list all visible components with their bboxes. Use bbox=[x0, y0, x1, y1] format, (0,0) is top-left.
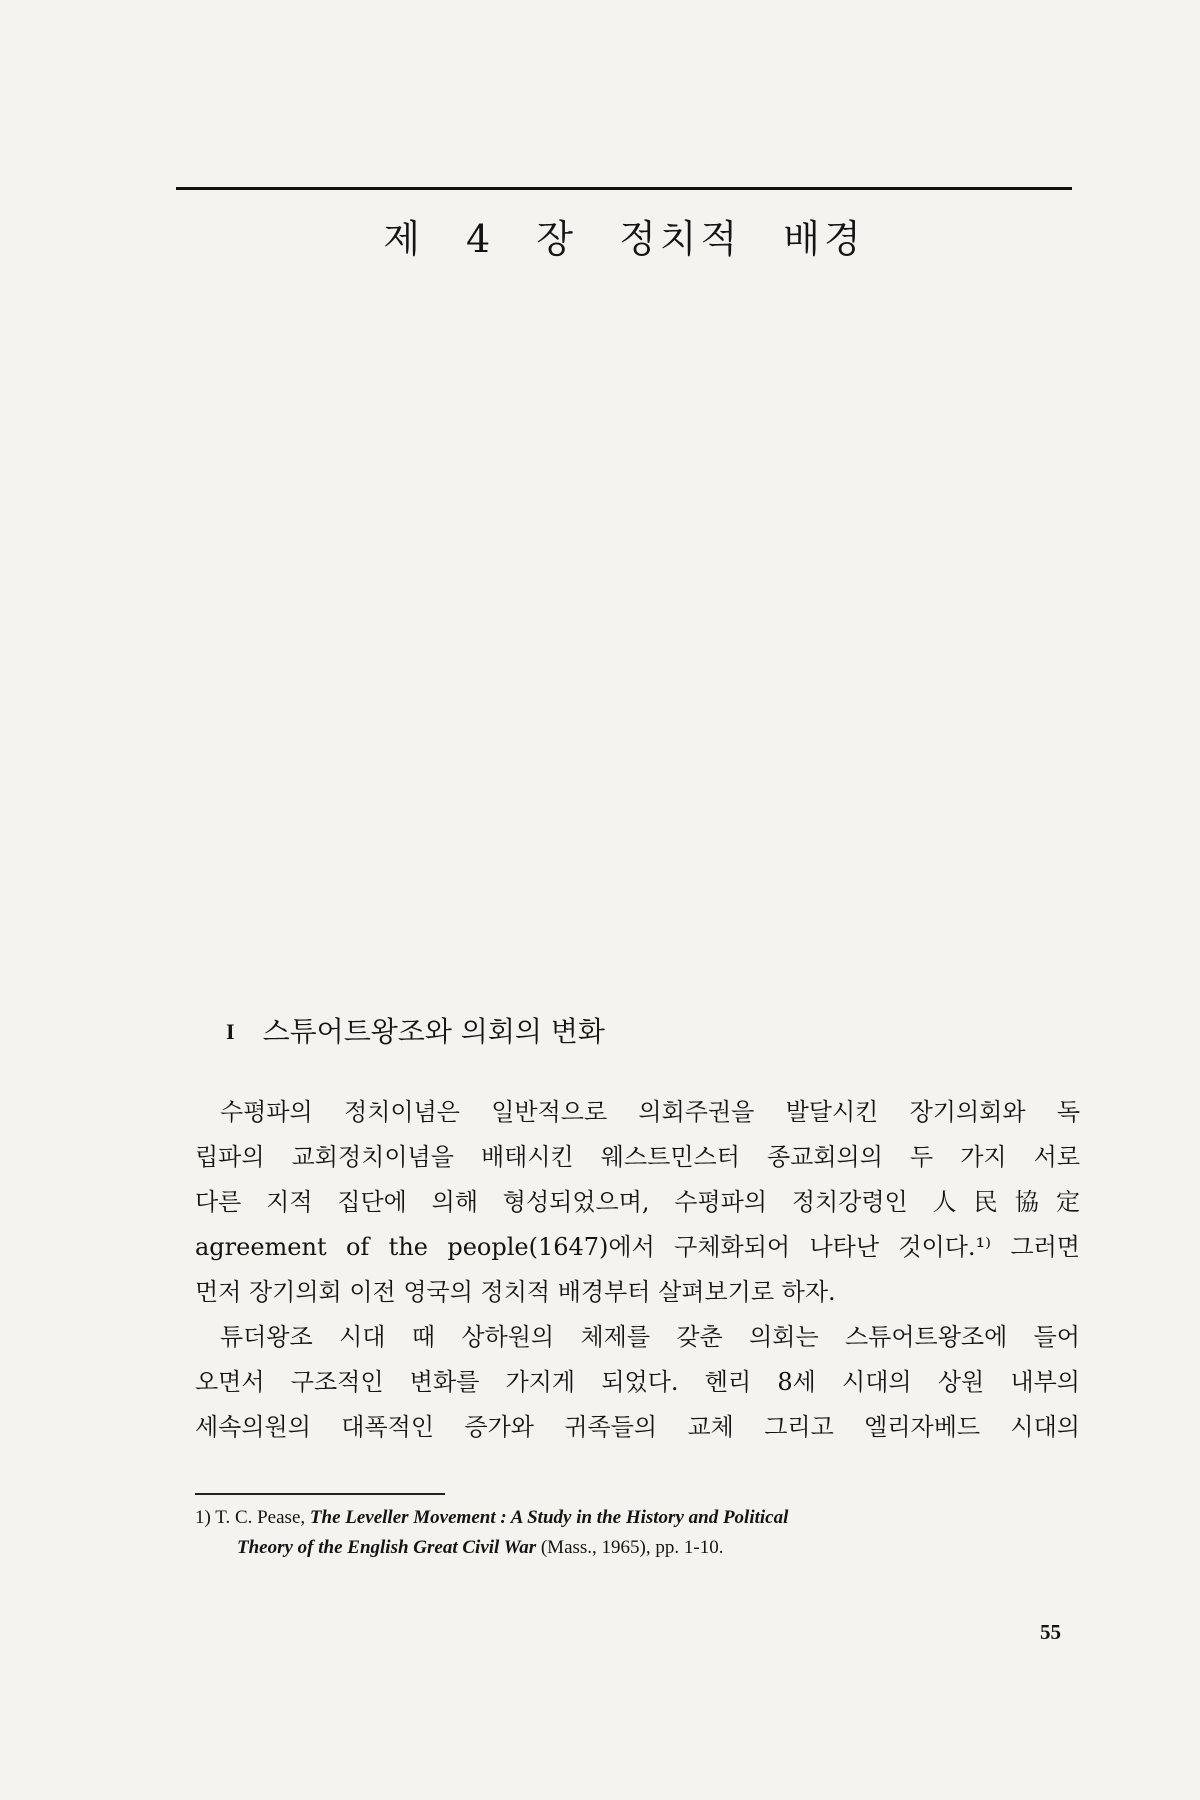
footnote-publication: (Mass., 1965), bbox=[540, 1537, 651, 1558]
footnote-author: T. C. Pease, bbox=[215, 1507, 306, 1528]
footnote-pages: pp. 1-10. bbox=[655, 1537, 724, 1558]
body-line: 먼저 장기의회 이전 영국의 정치적 배경부터 살펴보기로 하자. bbox=[195, 1278, 836, 1306]
chapter-top-rule bbox=[176, 187, 1072, 190]
section-heading bbox=[226, 1010, 605, 1050]
section-number: I bbox=[226, 1019, 235, 1044]
footnote-title-part2: Theory of the English Great Civil War bbox=[237, 1537, 537, 1558]
body-line: agreement of the people(1647)에서 구체화되어 나타난 것이다.¹⁾ 그러면 bbox=[195, 1233, 1080, 1261]
body-text bbox=[195, 1090, 1080, 1450]
footnote-rule bbox=[195, 1493, 445, 1495]
body-line: 오면서 구조적인 변화를 가지게 되었다. 헨리 8세 시대의 상원 내부의 bbox=[195, 1368, 1080, 1396]
body-line: 수평파의 정치이념은 일반적으로 의회주권을 발달시킨 장기의회와 독 bbox=[220, 1098, 1080, 1126]
chapter-title: 제 4 장 정치적 배경 bbox=[383, 217, 865, 261]
footnote-title-part1: The Leveller Movement : A Study in the History and Political bbox=[309, 1507, 789, 1528]
footnote-line-2 bbox=[195, 1533, 1080, 1563]
footnote-line-1 bbox=[195, 1503, 1080, 1533]
footnote bbox=[195, 1503, 1080, 1563]
body-line: 튜더왕조 시대 때 상하원의 체제를 갖춘 의회는 스튜어트왕조에 들어 bbox=[220, 1323, 1080, 1351]
body-line: 다른 지적 집단에 의해 형성되었으며, 수평파의 정치강령인 人民協定 bbox=[195, 1188, 1080, 1216]
section-title: 스튜어트왕조와 의회의 변화 bbox=[262, 1015, 605, 1048]
page-number: 55 bbox=[1040, 1620, 1061, 1644]
footnote-marker: 1) bbox=[195, 1507, 211, 1528]
body-line: 립파의 교회정치이념을 배태시킨 웨스트민스터 종교회의의 두 가지 서로 bbox=[195, 1143, 1080, 1171]
body-line: 세속의원의 대폭적인 증가와 귀족들의 교체 그리고 엘리자베드 시대의 bbox=[195, 1413, 1080, 1441]
